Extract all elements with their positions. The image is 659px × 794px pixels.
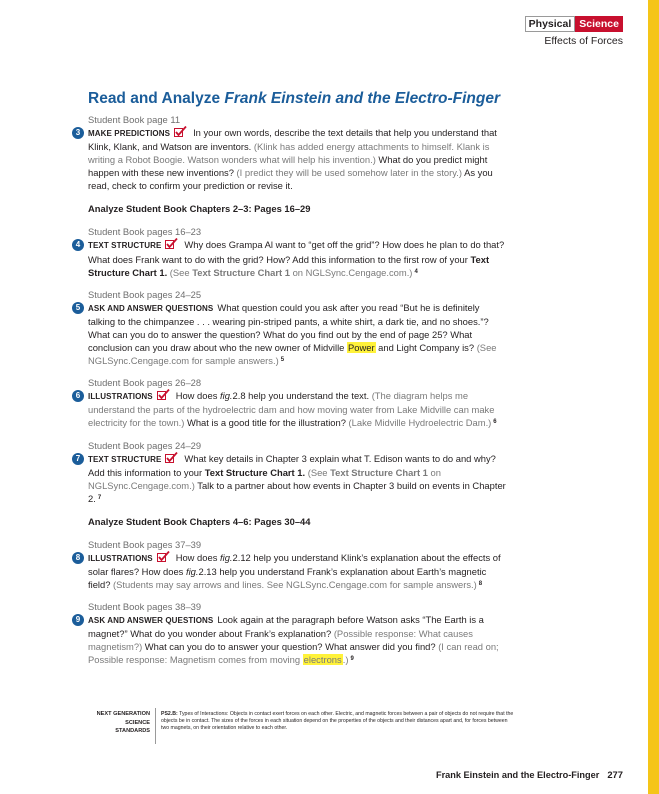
question-text: As you read, check to confirm your prediction or revise it. [88,167,493,192]
fig-label: fig. [185,565,199,577]
question-text: Talk to a partner about how events in Chapter 3 build on events in Chapter 2. [88,479,506,504]
ngss-standards-label [88,710,150,736]
question-text: Why does Grampa Al want to “get off the grid”? How does he plan to do that? What does Frank want to do with the grid? How? Add this information to the first row of your [88,239,505,265]
question-text: What key details in Chapter 3 explain what T. Edison wants to do and why? Add this information to your [88,452,496,478]
answer-text: (Possible response: What causes magnetism?) [88,628,473,653]
answer-chart-reference: Text Structure Chart 1 [192,266,290,278]
question-9 [75,613,508,666]
std-line: STANDARDS [115,728,150,734]
answer-text: .) [342,654,349,666]
answer-text: on NGLSync.Cengage.com.) [289,266,413,278]
page-footer [436,769,623,780]
question-text: How does [175,551,220,563]
standard-code: PS2.B: [161,711,178,717]
question-label: ILLUSTRATIONS [88,392,153,402]
question-label: ASK AND ANSWER QUESTIONS [88,303,214,313]
section-subhead: Analyze Student Book Chapters 4–6: Pages 30–44 [88,515,311,527]
question-text: What do you predict might happen with these new inventions? [88,154,488,179]
chart-reference: Text Structure Chart 1. [204,466,306,478]
highlighted-word: Power [348,342,375,354]
question-text: What is a good title for the illustration? [184,417,349,429]
checkbox-check-icon [157,389,170,400]
standards-text [161,711,516,732]
question-label: MAKE PREDICTIONS [88,129,171,138]
section-subhead: Analyze Student Book Chapters 2–3: Pages 16–29 [88,203,311,215]
question-text: 2.8 help you understand the text. [232,390,372,402]
checkbox-check-icon [174,126,187,137]
question-text: What can you do to answer your question? What answer did you find? [142,641,439,653]
number-badge: 3 [72,127,84,139]
tag-physical: Physical [525,16,576,32]
number-badge: 4 [72,239,84,251]
book-ref: Student Book pages 37–39 [88,538,202,550]
checkbox-check-icon [157,551,170,562]
question-label: ASK AND ANSWER QUESTIONS [88,616,214,626]
book-ref: Student Book pages 24–25 [88,288,202,300]
note-marker: 6 [493,419,497,426]
checkbox-check-icon [165,238,178,249]
question-text: What question could you ask after you read “But he is definitely talking to the chimpanzee . . . wearing pin-striped pants, a white shirt, a dark tie, and no shoes.”? What can you do to answer the question? What do you find out by the end of page 25? What conclusion can you draw about who the new owner of Midville [88,301,489,354]
title-prefix: Read and Analyze [88,90,225,107]
question-text: 2.12 help you understand Klink’s explanation about the effects of solar flares? How does [88,551,501,577]
side-color-bar [648,0,659,794]
book-ref: Student Book page 11 [88,114,181,125]
answer-chart-reference: Text Structure Chart 1 [330,466,428,478]
answer-text: (The diagram helps me understand the parts of the hydroelectric dam and how moving water from Lake Midville can make electricity for the town.) [88,390,495,429]
title-book: Frank Einstein and the Electro-Finger [224,90,500,107]
question-label: TEXT STRUCTURE [88,454,162,464]
question-5 [75,301,508,367]
book-ref: Student Book pages 26–28 [88,377,202,389]
question-text: Look again at the paragraph before Watson asks “The Earth is a magnet?” What do you wonder about Frank’s explanation? [88,614,484,640]
question-text: How does [175,390,220,402]
tag-science: Science [575,16,623,32]
highlighted-word: electrons [303,654,342,666]
number-badge: 7 [72,453,84,465]
number-badge: 5 [72,302,84,314]
question-text: and Light Company is? [375,342,477,354]
question-3 [75,126,508,192]
answer-text: (Klink has added energy attachments to himself. Klank is writing a Robot Boogie. Watson wonders what will help his invention.) [88,141,490,166]
answer-text: on NGLSync.Cengage.com.) [88,466,441,491]
note-marker: 7 [97,494,102,501]
answer-text: (See [167,266,193,278]
std-line: NEXT GENERATION [96,711,150,717]
question-label: TEXT STRUCTURE [88,241,162,251]
book-ref: Student Book pages 24–29 [88,439,202,451]
book-ref: Student Book pages 38–39 [88,601,202,613]
answer-text: (I can read on; Possible response: Magnetism comes from moving [88,641,499,666]
note-marker: 8 [478,581,483,588]
checkbox-check-icon [165,452,178,463]
standard-description: Types of Interactions: Objects in contact exert forces on each other. Electric, and magnetic forces between a pair of objects do not require that the objects be in contact. The sizes of the forces in each situation depend on the properties of the objects and their distances apart and, for forces between two magnets, on their orientation relative to each other. [161,711,514,731]
subject-tag [525,16,623,47]
footer-divider [155,708,156,744]
answer-text: (Students may say arrows and lines. See NGLSync.Cengage.com for sample answers.) [113,579,477,591]
lesson-content [75,113,508,667]
unit-subtitle: Effects of Forces [544,35,623,47]
chart-reference: Text Structure Chart 1. [88,253,490,278]
book-ref: Student Book pages 16–23 [88,226,202,238]
question-8 [75,551,508,591]
answer-text: (See NGLSync.Cengage.com for sample answers.) [88,342,497,367]
note-marker: 4 [414,268,418,275]
answer-text: (I predict they will be used somehow later in the story.) [236,167,462,179]
fig-label: fig. [220,551,233,563]
question-4 [75,238,508,278]
question-label: ILLUSTRATIONS [88,553,153,563]
fig-label: fig. [220,390,233,402]
question-6 [75,389,508,429]
question-7 [75,452,508,505]
page-title [88,90,500,108]
answer-text: (See [305,466,331,478]
footer-title: Frank Einstein and the Electro-Finger [435,770,600,780]
std-line: SCIENCE [125,719,150,726]
number-badge: 8 [72,552,84,564]
page-number: 277 [607,769,623,780]
number-badge: 9 [72,614,84,626]
question-text: In your own words, describe the text details that help you understand that Klink, Klank, and Watson are inventors. [88,127,497,153]
number-badge: 6 [72,390,84,402]
question-text: 2.13 help you understand Frank’s explanation about Earth’s magnetic field? [88,565,487,591]
answer-text: (Lake Midville Hydroelectric Dam.) [348,417,492,429]
note-marker: 5 [280,357,285,364]
note-marker: 9 [350,656,354,663]
